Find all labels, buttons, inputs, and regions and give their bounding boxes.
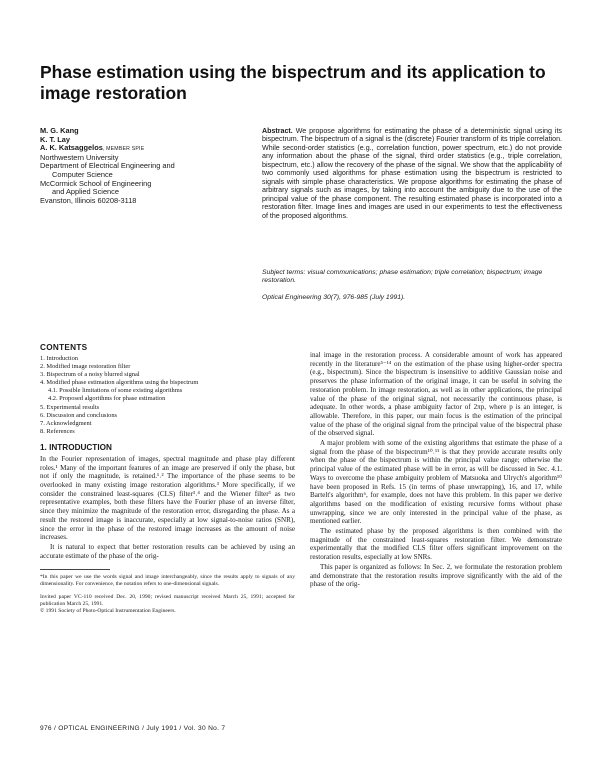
affiliation-university: Northwestern University: [40, 152, 119, 162]
intro-paragraph-2: It is natural to expect that better restoration results can be achieved by using an accurate estimate of the phase of the orig-: [40, 542, 295, 560]
author-block: [40, 127, 245, 205]
journal-reference: Optical Engineering 30(7), 976-985 (July 1991).: [262, 294, 406, 301]
toc-item: 3. Bispectrum of a noisy blurred signal: [40, 371, 140, 379]
footnote-received: Invited paper VC-110 received Dec. 20, 1990; revised manuscript received March 25, 1991; accepted for publication March 25, 1991.: [40, 593, 295, 607]
affiliation-dept-2: Computer Science: [52, 169, 113, 179]
affiliation-city: Evanston, Illinois 60208-3118: [40, 195, 137, 205]
abstract-label: Abstract.: [262, 127, 293, 135]
author-3-name: A. K. Katsaggelos: [40, 143, 103, 153]
right-paragraph-2: A major problem with some of the existing algorithms that estimate the phase of a signal from the phase of the bispectrum¹⁰˒¹¹ is that they provide accurate results only when the phase of the bispectrum is within the principal value range; otherwise the principal value of the estimated phase will be in error, as will be discussed in Sec. 4.1. Ways to overcome the phase ambiguity problem of Matsuoka and Ulrych's algorithm¹⁰ have been proposed in Refs. 15 (in terms of phase unwrapping), 16, and 17, while Bartelt's algorithm⁶, for example, does not have this problem. In this paper we derive algorithms based on the modification of existing recursive forms without phase unwrapping, since we are only interested in the principal value of the phase, as mentioned earlier.: [310, 439, 562, 526]
abstract-text: We propose algorithms for estimating the phase of a deterministic signal using its bispectrum. The bispectrum of a signal is the (discrete) Fourier transform of its triple correlation. While second-order statistics (e.g., correlation function, power spectrum, etc.) do not provide any information about the phase of the signal, third order statistics (e.g., triple correlation, bispectrum, etc.) allow the recovery of the phase of the signal. We show that the applicability of two commonly used algorithms for phase estimation using the bispectrum is restricted to signals with simple phase characteristics. We propose algorithms for estimating the phase of arbitrary signals such as images, by taking into account the ambiguity due to the use of the principal value of the phase component. The resulting estimated phase is incorporated into a restoration filter. Image lines and images are used in our experiments to test the effectiveness of the proposed algorithms.: [262, 127, 562, 220]
contents-heading: CONTENTS: [40, 343, 88, 352]
paper-title: Phase estimation using the bispectrum and its application to image restoration: [40, 62, 546, 103]
author-2-name: K. T. Lay: [40, 134, 70, 144]
author-1: [40, 127, 245, 136]
footnote-signal-note: *In this paper we use the words signal and image interchangeably, since the results apply to signals of any dimensionality. For convenience, the notation refers to one-dimensional signals.: [40, 574, 295, 588]
left-column: [40, 343, 295, 614]
abstract: [262, 127, 562, 220]
right-paragraph-3: The estimated phase by the proposed algorithms is then combined with the magnitude of the constrained least-squares restoration filter. We demonstrate experimentally that the modified CLS filter offers significant improvement on the restoration results, especially at low SNRs.: [310, 527, 562, 562]
toc-item: 8. References: [40, 427, 75, 435]
toc-subitem: 4.2. Proposed algorithms for phase estimation: [48, 395, 166, 403]
author-3-suffix: , MEMBER SPIE: [102, 146, 145, 153]
toc-subitem: 4.1. Possible limitations of some existing algorithms: [48, 387, 183, 395]
toc-item: 1. Introduction: [40, 355, 78, 362]
intro-paragraph-1: In the Fourier representation of images, spectral magnitude and phase play different roles.¹ Many of the important features of an image are preserved if only the phase, but not if only the magnitude, is retained.¹˒² The importance of the phase seems to be overlooked in many existing image restoration algorithms.³ More specifically, if we consider the constrained least-squares (CLS) filter³˒⁴ and the Wiener filter³ as two representative examples, both these filters have the Fourier phase of an inverse filter, since they minimize the magnitude of the restoration error, disregarding the phase. As a result the restored image is inaccurate, especially at low signal-to-noise ratios (SNR), since the error in the phase of the restored image increases as the amount of noise increases.: [40, 454, 295, 542]
right-column: [310, 351, 562, 589]
affiliation-school-2: and Applied Science: [52, 187, 119, 197]
footnote-divider: [40, 569, 110, 570]
toc-item: 6. Discussion and conclusions: [40, 411, 118, 419]
toc-item: 4. Modified phase estimation algorithms using the bispectrum: [40, 379, 199, 387]
author-1-name: M. G. Kang: [40, 126, 79, 135]
toc-item: 5. Experimental results: [40, 403, 100, 411]
right-paragraph-1: inal image in the restoration process. A considerable amount of work has appeared recently in the literature⁵⁻¹⁴ on the estimation of the phase using higher-order spectra (e.g., bispectrum). Since the bispectrum is insensitive to additive Gaussian noise and preserves the phase information of the original image, it can be useful in solving the restoration problem. In image restoration, as well as in other applications, the principal value of the phase of the original signal, not necessarily the continuous phase, is adequate. In other words, a phase ambiguity factor of 2πp, where p is an integer, is allowable. Therefore, in this paper, our main focus is the estimation of the principal value of the phase of the original signal from the principal value of the bispectral phase of the observed signal.: [310, 351, 562, 438]
section-heading-introduction: 1. INTRODUCTION: [40, 442, 112, 452]
toc-item: 2. Modified image restoration filter: [40, 363, 131, 371]
toc-item: 7. Acknowledgment: [40, 419, 92, 427]
affiliation-dept-1: Department of Electrical Engineering and: [40, 161, 175, 171]
contents-list: [40, 355, 295, 436]
right-paragraph-4: This paper is organized as follows: In Sec. 2, we formulate the restoration problem and demonstrate that the restoration results improve significantly with the aid of the phase of the orig-: [310, 562, 562, 589]
subject-terms: Subject terms: visual communications; phase estimation; triple correlation; bispectrum; image restoration.: [262, 269, 543, 285]
page-footer: 976 / OPTICAL ENGINEERING / July 1991 / Vol. 30 No. 7: [40, 725, 226, 732]
affiliation-school-1: McCormick School of Engineering: [40, 178, 152, 188]
footnote-copyright: © 1991 Society of Photo-Optical Instrumentation Engineers.: [40, 607, 176, 614]
